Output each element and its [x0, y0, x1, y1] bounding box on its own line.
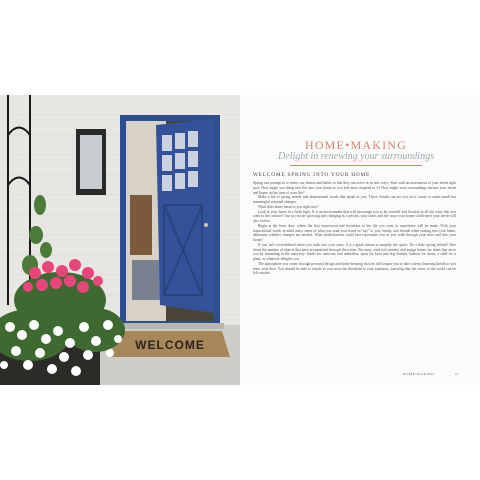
page-title: HOME•MAKING	[304, 138, 408, 152]
title-divider	[290, 165, 422, 166]
running-footer: HOME•MAKING	[403, 372, 435, 376]
doormat-text: WELCOME	[135, 338, 205, 352]
page-number: 11	[455, 372, 459, 376]
paragraph: What does home mean to you right now?	[258, 204, 319, 209]
paragraph: Spring can prompt us to renew our homes and habits so that they can serve us in new ways. Start with an assessment of your needs right now. How might you bring new life into your home so you feel more inspired in it? How might your surroundings nurture your needs and hopes in this time of your life?	[253, 181, 456, 195]
paragraph: The atmosphere you create through personal design and home-keeping choices will inspire you to take a deep cleansing breath as you enter your door. You should be able to exhale as you cross the threshold to your sanctuary, knowing that the stress of the world can be left outside.	[253, 261, 456, 276]
paragraph: Begin at the front door, where the first impression and invitation to the life you want to experience will be made. With your inspirational words in mind and a sense of what you want your home to "say" to you, family, and friends when coming into your home, determine whether changes are needed. What modifications could best rejuvenate you as you walk through your door and into your home?	[253, 223, 456, 242]
section-heading: WELCOME SPRING INTO YOUR HOME	[253, 172, 371, 178]
paragraph: Look at your home in a fresh light. Is it an environment that will encourage you to be yourself and flourish in all the ways that you want to this season? Just as you are growing and changing as a person, your tastes and the ways your home could meet your needs will also evolve.	[253, 209, 456, 223]
paragraph: Make a list of spring moods and inspirational words that speak to you. These visuals can set you on a course to make small but meaningful seasonal changes.	[253, 195, 456, 204]
paragraph: If you feel overwhelmed when you walk into your entry, it is a good season to simplify the space. Do a little spring refresh! Pare down the number of objects that have accumulated through the winter. Put away what isn't needed, and assign homes for items that serve you by remaining in the entryway: hooks for raincoats and umbrellas, spots for keys and dog leashes, baskets for shoes, a shelf for a plant, or whatever delights you.	[253, 242, 456, 261]
front-door-illustration	[0, 95, 240, 385]
body-text	[253, 181, 456, 276]
page-subtitle: Delight in renewing your surroundings	[278, 151, 434, 162]
front-door-photo	[0, 95, 240, 385]
